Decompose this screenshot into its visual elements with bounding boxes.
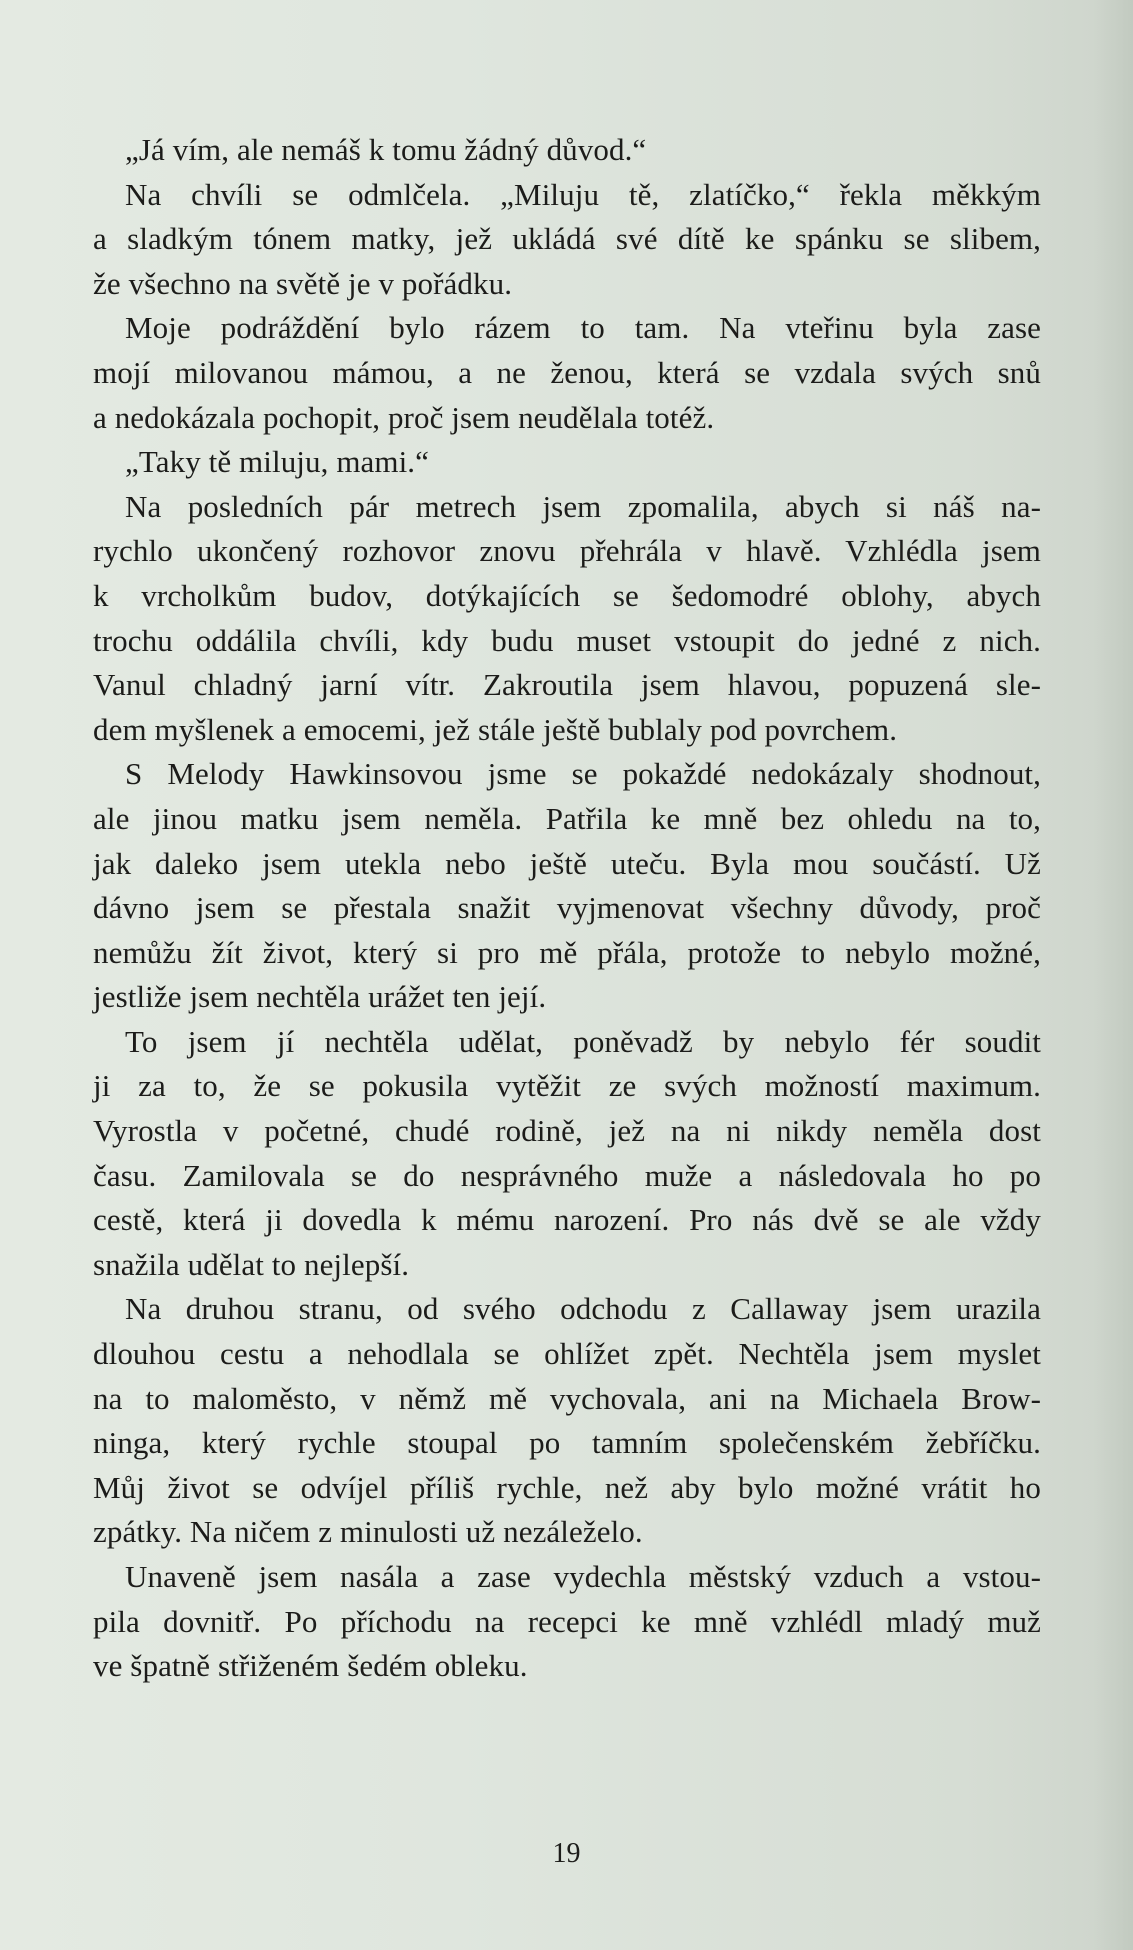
text-line: že všechno na světě je v pořádku. [93,265,513,301]
text-line: Můj život se odvíjel příliš rychle, než aby bylo možné vrátit ho [93,1469,1041,1505]
text-line: „Já vím, ale nemáš k tomu žádný důvod.“ [125,132,647,167]
body-text [93,128,1041,1689]
text-line: cestě, která ji dovedla k mému narození. Pro nás dvě se ale vždy [93,1202,1041,1238]
text-line: k vrcholkům budov, dotýkajících se šedomodré oblohy, abych [93,577,1041,613]
text-line: dem myšlenek a emocemi, jež stále ještě bublaly pod povrchem. [93,711,898,747]
text-line: ve špatně střiženém šedém obleku. [93,1648,528,1684]
page-number: 19 [552,1838,581,1869]
text-line: nemůžu žít život, který si pro mě přála, protože to nebylo možné, [93,934,1041,970]
text-line: jak daleko jsem utekla nebo ještě uteču. Byla mou součástí. Už [93,845,1041,881]
text-line: na to maloměsto, v němž mě vychovala, ani na Michaela Brow- [93,1380,1041,1416]
text-line: zpátky. Na ničem z minulosti už nezáleželo. [93,1514,643,1550]
text-line: a sladkým tónem matky, jež ukládá své dítě ke spánku se slibem, [93,221,1041,257]
text-line: jestliže jsem nechtěla urážet ten její. [93,979,547,1015]
text-line: Vyrostla v početné, chudé rodině, jež na ni nikdy neměla dost [93,1113,1041,1149]
text-line: času. Zamilovala se do nesprávného muže a následovala ho po [93,1157,1041,1193]
text-line: Na chvíli se odmlčela. „Miluju tě, zlatíčko,“ řekla měkkým [125,176,1041,212]
text-line: mojí milovanou mámou, a ne ženou, která se vzdala svých snů [93,354,1041,390]
text-line: „Taky tě miluju, mami.“ [125,444,430,480]
text-line: dávno jsem se přestala snažit vyjmenovat všechny důvody, proč [93,890,1041,926]
text-line: Unaveně jsem nasála a zase vydechla městský vzduch a vstou- [125,1559,1041,1594]
text-line: ninga, který rychle stoupal po tamním společenském žebříčku. [93,1425,1041,1461]
text-line: To jsem jí nechtěla udělat, poněvadž by nebylo fér soudit [125,1023,1041,1059]
page-edge-shadow [1093,0,1133,1950]
text-line: Vanul chladný jarní vítr. Zakroutila jsem hlavou, popuzená sle- [93,667,1041,703]
text-line: Na posledních pár metrech jsem zpomalila, abych si náš na- [125,488,1041,524]
text-line: rychlo ukončený rozhovor znovu přehrála v hlavě. Vzhlédla jsem [93,533,1041,569]
text-line: Moje podráždění bylo rázem to tam. Na vteřinu byla zase [125,310,1041,346]
text-line: dlouhou cestu a nehodlala se ohlížet zpět. Nechtěla jsem myslet [93,1336,1041,1372]
text-line: S Melody Hawkinsovou jsme se pokaždé nedokázaly shodnout, [125,756,1041,792]
text-line: ji za to, že se pokusila vytěžit ze svých možností maximum. [93,1068,1041,1104]
text-line: ale jinou matku jsem neměla. Patřila ke mně bez ohledu na to, [93,800,1041,836]
text-line: a nedokázala pochopit, proč jsem neudělala totéž. [93,399,715,435]
text-line: trochu oddálila chvíli, kdy budu muset vstoupit do jedné z nich. [93,622,1041,658]
text-line: snažila udělat to nejlepší. [93,1246,410,1282]
text-line: pila dovnitř. Po příchodu na recepci ke mně vzhlédl mladý muž [93,1603,1041,1639]
text-line: Na druhou stranu, od svého odchodu z Callaway jsem urazila [125,1291,1041,1327]
